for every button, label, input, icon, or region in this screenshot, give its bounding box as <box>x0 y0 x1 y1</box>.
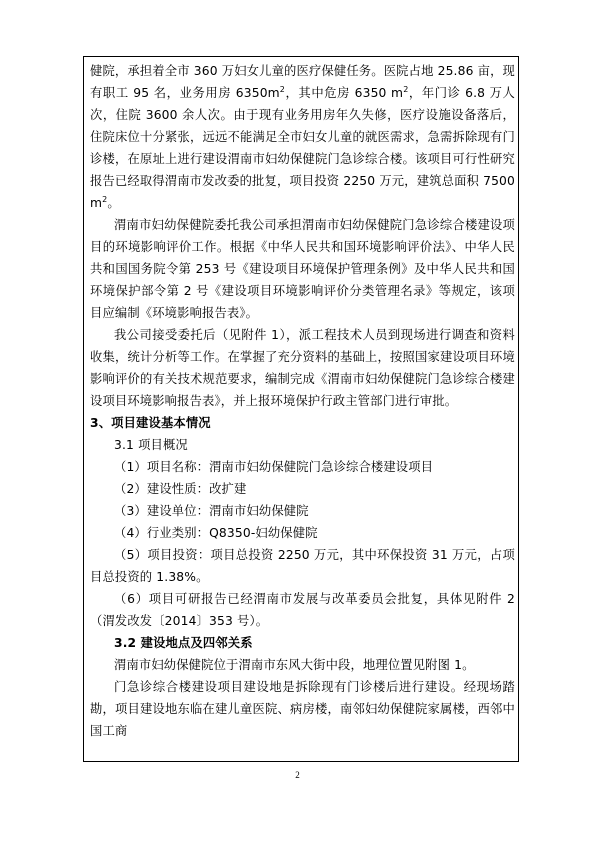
project-item-approval: （6）项目可研报告已经渭南市发展与改革委员会批复，具体见附件 2（渭发改发〔2014〕353 号）。 <box>90 592 515 628</box>
project-item-nature: （2）建设性质：改扩建 <box>114 482 247 496</box>
section-3-2-heading: 3.2 建设地点及四邻关系 <box>114 636 253 650</box>
project-item-investment: （5）项目投资：项目总投资 2250 万元，其中环保投资 31 万元，占项目总投资的 1.38%。 <box>90 548 515 584</box>
location-paragraph: 渭南市妇幼保健院位于渭南市东风大街中段，地理位置见附图 1。 <box>114 658 475 672</box>
project-item-industry: （4）行业类别：Q8350-妇幼保健院 <box>114 526 318 540</box>
project-item-name: （1）项目名称：渭南市妇幼保健院门急诊综合楼建设项目 <box>114 460 434 474</box>
project-item-unit: （3）建设单位：渭南市妇幼保健院 <box>114 504 309 518</box>
intro-paragraph-continued: 健院，承担着全市 360 万妇女儿童的医疗保健任务。医院占地 25.86 亩，现有职工 95 名，业务用房 $6350m^2$，其中危房 6350 $m^2$，年门诊 6.8 万人次，住院 3600 余人次。由于现有业务用房年久失修，医疗设施设备落后，住院床位十分紧张，远远不能满足全市妇女儿童的就医需求，急需拆除现有门诊楼，在原址上进行建设渭南市妇幼保健院门急诊综合楼。该项目可行性研究报告已经取得渭南市发改委的批复，项目投资 2250 万元，建筑总面积 7500 $m^2$。 <box>90 64 515 210</box>
neighbors-paragraph: 门急诊综合楼建设项目建设地是拆除现有门诊楼后进行建设。经现场踏勘，项目建设地东临在建儿童医院、病房楼，南邻妇幼保健院家属楼，西邻中国工商 <box>90 680 515 738</box>
process-paragraph: 我公司接受委托后（见附件 1），派工程技术人员到现场进行调查和资料收集，统计分析等工作。在掌握了充分资料的基础上，按照国家建设项目环境影响评价的有关技术规范要求，编制完成《渭南市妇幼保健院门急诊综合楼建设项目环境影响报告表》，并上报环境保护行政主管部门进行审批。 <box>90 328 515 408</box>
section-3-heading: 3、项目建设基本情况 <box>90 416 211 430</box>
commission-paragraph: 渭南市妇幼保健院委托我公司承担渭南市妇幼保健院门急诊综合楼建设项目的环境影响评价工作。根据《中华人民共和国环境影响评价法》、中华人民共和国国务院令第 253 号《建设项目环境保护管理条例》及中华人民共和国环境保护部令第 2 号《建设项目环境影响评价分类管理名录》等规定，该项目应编制《环境影响报告表》。 <box>90 218 515 320</box>
page-number: 2 <box>295 770 300 780</box>
document-body <box>90 60 515 742</box>
section-3-1-heading: 3.1 项目概况 <box>114 438 188 452</box>
